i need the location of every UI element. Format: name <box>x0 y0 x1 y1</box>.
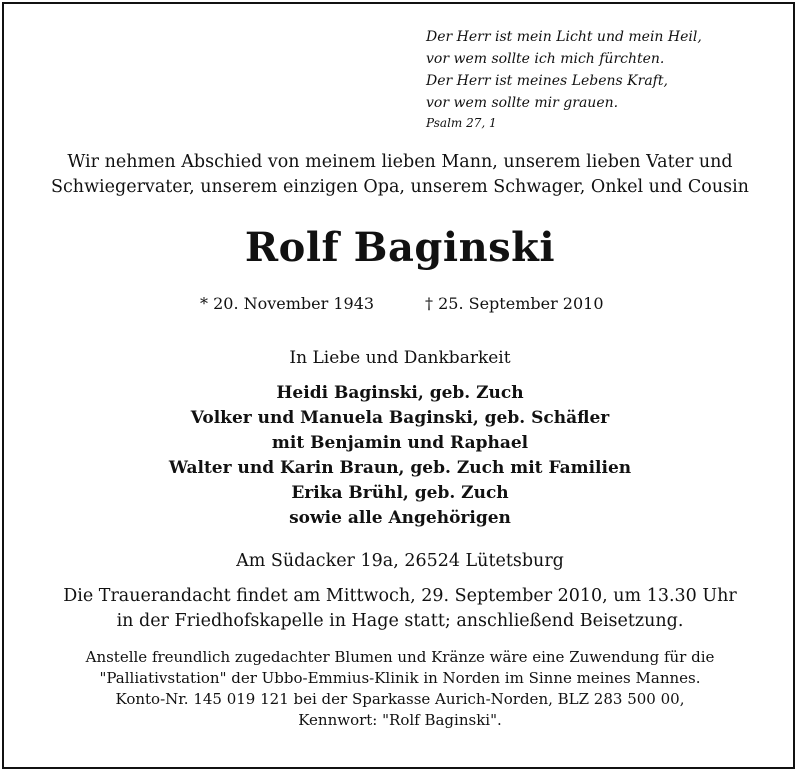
donation-line: Konto-Nr. 145 019 121 bei der Sparkasse Aurich-Norden, BLZ 283 500 00, <box>115 690 685 708</box>
intro-line: Schwiegervater, unserem einzigen Opa, unserem Schwager, Onkel und Cousin <box>51 177 749 197</box>
family-list <box>0 381 800 531</box>
family-member: Erika Brühl, geb. Zuch <box>291 483 509 503</box>
intro-text <box>0 150 800 200</box>
psalm-line: Der Herr ist meines Lebens Kraft, <box>426 73 668 89</box>
donation-line: Kennwort: "Rolf Baginski". <box>298 711 502 729</box>
deceased-name: Rolf Baginski <box>244 224 556 271</box>
psalm-line: vor wem sollte mir grauen. <box>426 95 619 111</box>
family-member: sowie alle Angehörigen <box>289 508 511 528</box>
psalm-quote <box>426 26 702 132</box>
address: Am Südacker 19a, 26524 Lütetsburg <box>236 551 564 571</box>
family-member: mit Benjamin und Raphael <box>271 433 529 453</box>
service-line: Die Trauerandacht findet am Mittwoch, 29. September 2010, um 13.30 Uhr <box>63 586 737 606</box>
family-member: Heidi Baginski, geb. Zuch <box>276 383 524 403</box>
donation-note <box>0 647 800 731</box>
death-date: † 25. September 2010 <box>425 294 604 313</box>
donation-line: "Palliativstation" der Ubbo-Emmius-Klinik in Norden im Sinne meines Mannes. <box>99 669 701 687</box>
service-info <box>0 584 800 634</box>
psalm-line: vor wem sollte ich mich fürchten. <box>426 51 665 67</box>
love-line: In Liebe und Dankbarkeit <box>289 348 511 368</box>
family-member: Volker und Manuela Baginski, geb. Schäfler <box>190 408 610 428</box>
psalm-reference: Psalm 27, 1 <box>426 116 497 130</box>
donation-line: Anstelle freundlich zugedachter Blumen und Kränze wäre eine Zuwendung für die <box>85 648 715 666</box>
psalm-line: Der Herr ist mein Licht und mein Heil, <box>426 29 702 45</box>
service-line: in der Friedhofskapelle in Hage statt; anschließend Beisetzung. <box>116 611 684 631</box>
intro-line: Wir nehmen Abschied von meinem lieben Mann, unserem lieben Vater und <box>67 152 733 172</box>
birth-date: * 20. November 1943 <box>200 294 375 313</box>
family-member: Walter und Karin Braun, geb. Zuch mit Familien <box>168 458 632 478</box>
